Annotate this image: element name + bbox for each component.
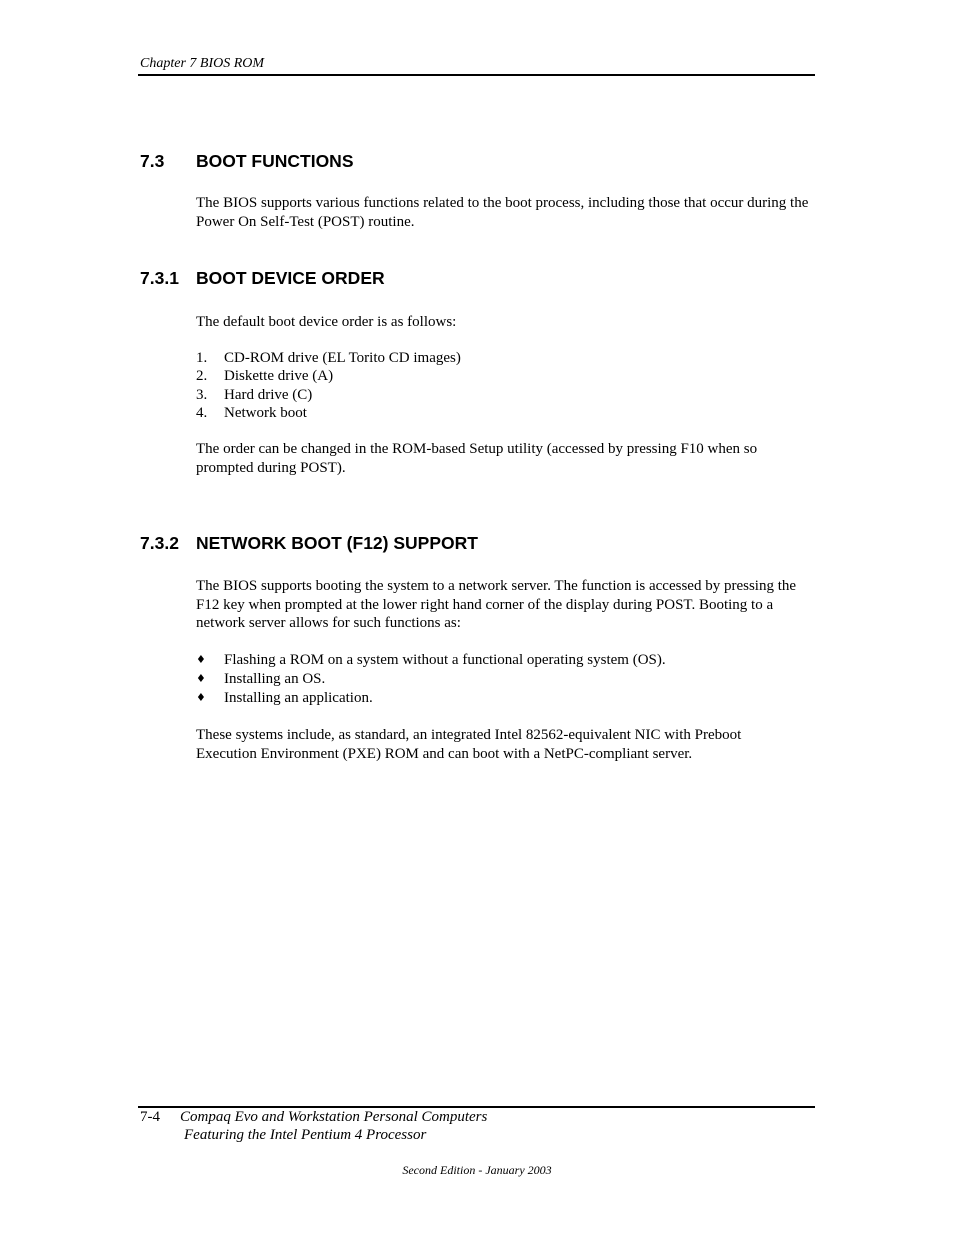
bullet-icon: ♦ xyxy=(196,672,206,685)
running-header: Chapter 7 BIOS ROM xyxy=(140,56,265,71)
bullet-icon: ♦ xyxy=(196,691,206,704)
paragraph-network-boot-intro: The BIOS supports booting the system to a network server. The function is accessed by pressing the F12 key when prompted at the lower right hand corner of the display during POST. Booting to a network server allows for such functions as: xyxy=(196,578,797,631)
list-item-text: Network boot xyxy=(224,405,307,421)
section-heading-7-3-2 xyxy=(140,533,820,555)
section-title: BOOT FUNCTIONS xyxy=(196,151,354,171)
section-title: NETWORK BOOT (F12) SUPPORT xyxy=(196,533,478,553)
list-marker: 1. xyxy=(196,350,208,366)
list-item-text: Diskette drive (A) xyxy=(224,368,334,384)
section-number: 7.3.2 xyxy=(140,533,179,553)
header-rule xyxy=(138,74,815,76)
section-number: 7.3 xyxy=(140,151,165,171)
list-marker: 4. xyxy=(196,405,208,421)
paragraph-boot-order-intro: The default boot device order is as follows: xyxy=(196,314,457,330)
paragraph-boot-functions: The BIOS supports various functions related to the boot process, including those that occur during the Power On Self-Test (POST) routine. xyxy=(196,195,809,230)
section-number: 7.3.1 xyxy=(140,268,179,288)
section-heading-7-3 xyxy=(140,151,820,173)
footer-title-line-1: Compaq Evo and Workstation Personal Computers xyxy=(180,1109,488,1125)
bullet-item-text: Installing an application. xyxy=(224,690,373,706)
bullet-item-text: Installing an OS. xyxy=(224,671,326,687)
edition-note: Second Edition - January 2003 xyxy=(402,1163,552,1177)
footer-rule xyxy=(138,1106,815,1108)
list-marker: 3. xyxy=(196,387,208,403)
paragraph-boot-order-note: The order can be changed in the ROM-based Setup utility (accessed by pressing F10 when so prompted during POST). xyxy=(196,441,758,476)
list-item-text: Hard drive (C) xyxy=(224,387,313,403)
section-title: BOOT DEVICE ORDER xyxy=(196,268,385,288)
section-heading-7-3-1 xyxy=(140,268,820,290)
list-marker: 2. xyxy=(196,368,208,384)
list-item-text: CD-ROM drive (EL Torito CD images) xyxy=(224,350,461,366)
page-number: 7-4 xyxy=(140,1109,160,1125)
footer-title-line-2: Featuring the Intel Pentium 4 Processor xyxy=(184,1127,427,1143)
bullet-item-text: Flashing a ROM on a system without a functional operating system (OS). xyxy=(224,652,666,668)
bullet-icon: ♦ xyxy=(196,653,206,666)
paragraph-network-boot-note: These systems include, as standard, an integrated Intel 82562-equivalent NIC with Preboot Execution Environment (PXE) ROM and can boot with a NetPC-compliant server. xyxy=(196,727,742,762)
